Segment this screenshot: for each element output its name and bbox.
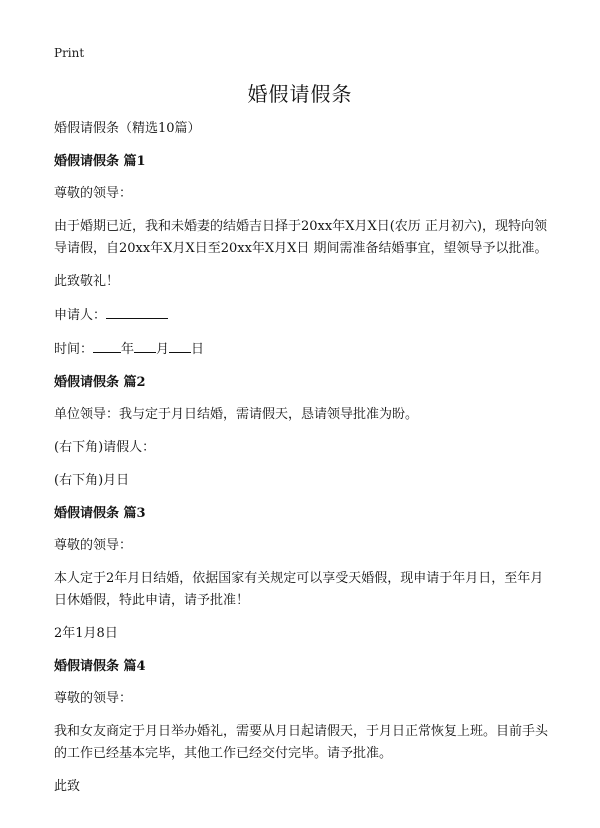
time-line bbox=[54, 338, 548, 361]
greeting: 尊敬的领导： bbox=[54, 691, 133, 706]
section-body: 我和女友商定于月日举办婚礼，需要从月日起请假天，于月日正常恢复上班。目前手头的工作已经基本完毕，其他工作已经交付完毕。请予批准。 bbox=[54, 724, 549, 761]
section-1 bbox=[54, 151, 548, 361]
year-label: 年 bbox=[121, 342, 135, 357]
document-subtitle: 婚假请假条（精选10篇） bbox=[54, 121, 201, 136]
section-body: 本人定于2年月日结婚，依据国家有关规定可以享受天婚假，现申请于年月日，至年月日休婚假，特此申请，请予批准！ bbox=[54, 571, 544, 608]
section-2 bbox=[54, 372, 548, 492]
date-line: 2年1月8日 bbox=[54, 626, 118, 641]
month-blank bbox=[134, 338, 156, 353]
month-label: 月 bbox=[156, 342, 170, 357]
section-heading: 婚假请假条 篇4 bbox=[54, 659, 146, 674]
applicant-label: 申请人： bbox=[54, 308, 107, 323]
section-body: 由于婚期已近，我和未婚妻的结婚吉日择于20xx年X月X日(农历 正月初六)，现特向领导请假，自20xx年X月X日至20xx年X月X日 期间需准备结婚事宜，望领导予以批准。 bbox=[54, 219, 548, 256]
greeting: 尊敬的领导： bbox=[54, 186, 133, 201]
closing: 此致 bbox=[54, 779, 81, 794]
section-heading: 婚假请假条 篇2 bbox=[54, 375, 146, 390]
applicant-line bbox=[54, 304, 548, 327]
requester-line: (右下角)请假人： bbox=[54, 440, 156, 455]
applicant-blank bbox=[106, 304, 168, 319]
day-label: 日 bbox=[191, 342, 205, 357]
section-heading: 婚假请假条 篇1 bbox=[54, 154, 146, 169]
section-body: 单位领导：我与定于月日结婚，需请假天，恳请领导批准为盼。 bbox=[54, 407, 419, 422]
time-label: 时间： bbox=[54, 342, 94, 357]
greeting: 尊敬的领导： bbox=[54, 538, 133, 553]
document-content bbox=[54, 118, 548, 809]
day-blank bbox=[169, 338, 191, 353]
print-link[interactable]: Print bbox=[54, 46, 85, 60]
section-heading: 婚假请假条 篇3 bbox=[54, 506, 146, 521]
section-4 bbox=[54, 656, 548, 798]
document-title: 婚假请假条 bbox=[247, 82, 353, 106]
date-line: (右下角)月日 bbox=[54, 473, 130, 488]
section-3 bbox=[54, 503, 548, 645]
year-blank bbox=[93, 338, 121, 353]
closing: 此致敬礼！ bbox=[54, 274, 120, 289]
